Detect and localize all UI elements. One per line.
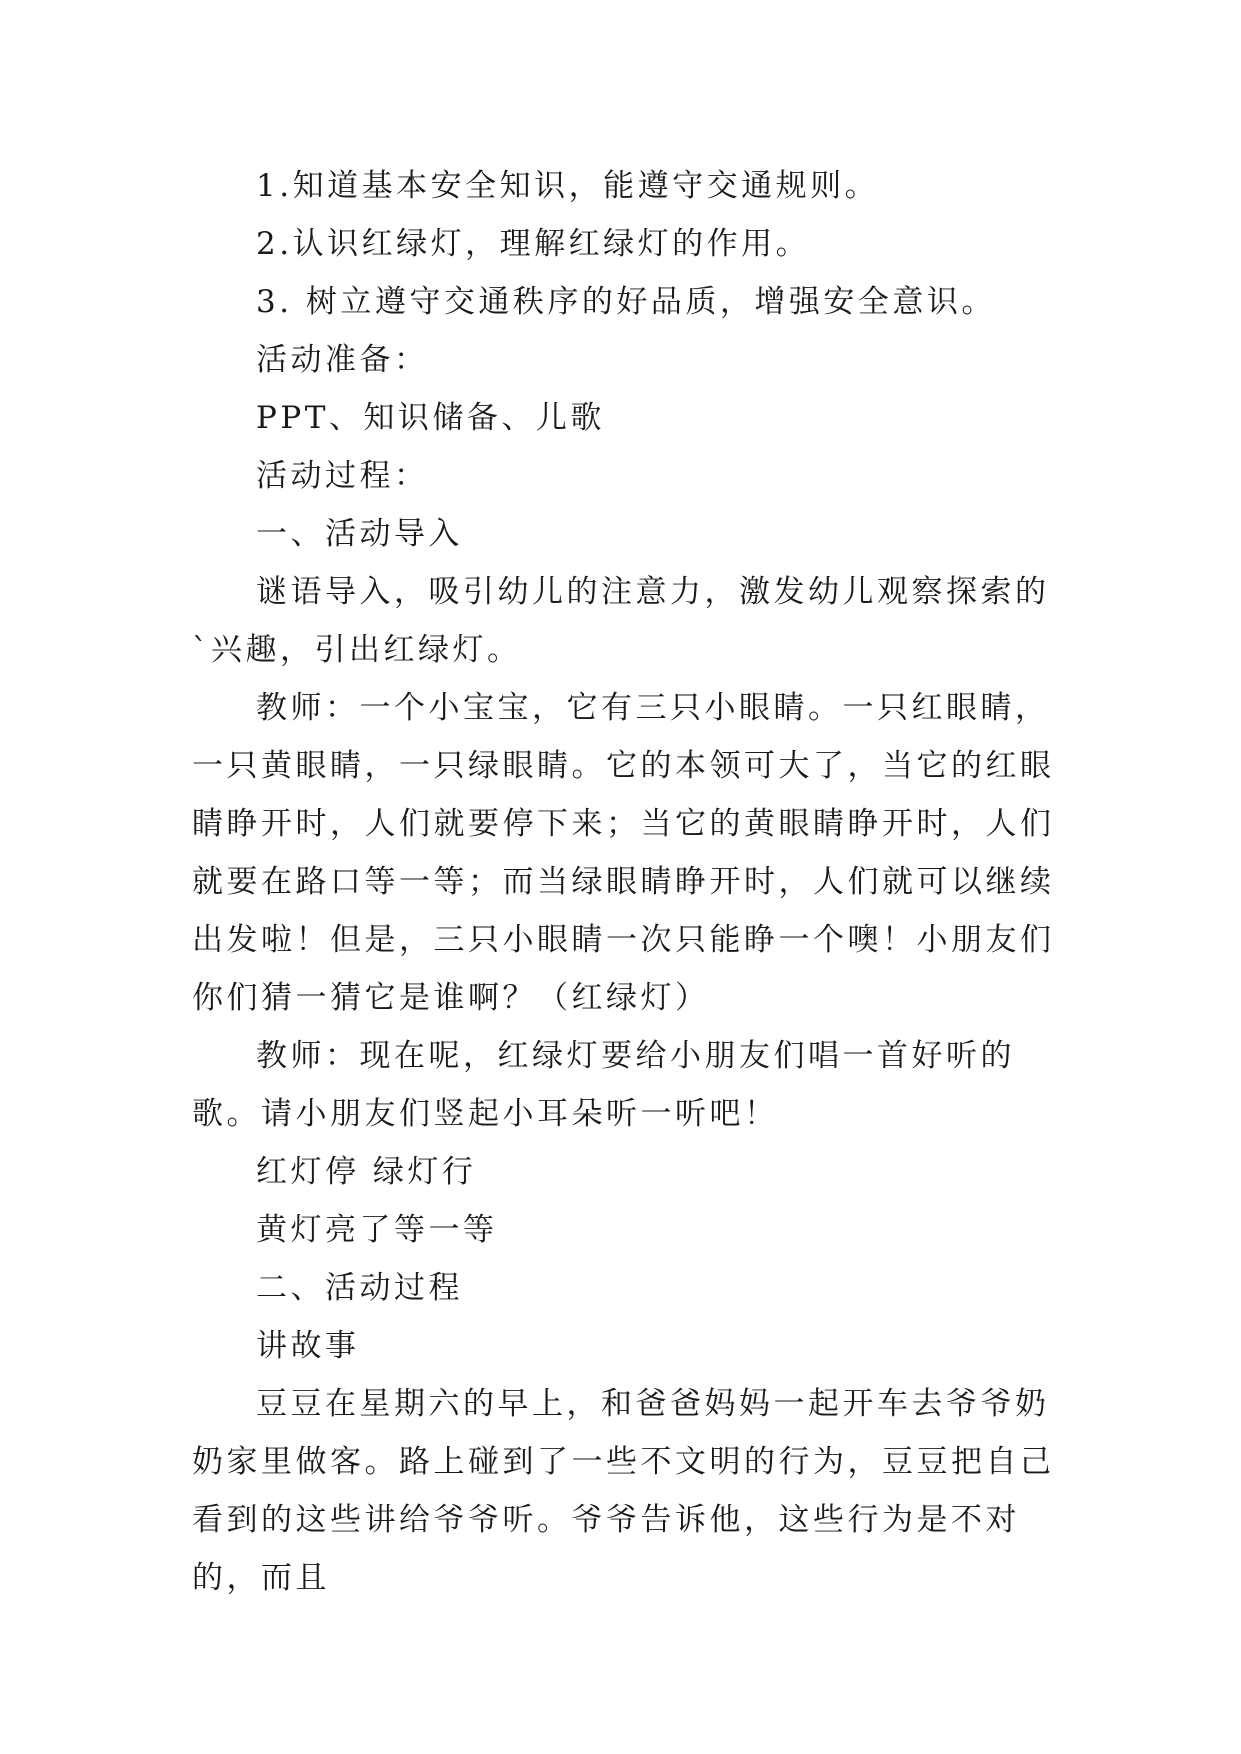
section-process-heading: 二、活动过程: [256, 1270, 463, 1306]
teacher-song-paragraph: 教师：现在呢，红绿灯要给小朋友们唱一首好听的歌。请小朋友们竖起小耳朵听一听吧！: [192, 1038, 1015, 1132]
preparation-heading: 活动准备：: [256, 342, 429, 378]
section-intro-heading: 一、活动导入: [256, 516, 463, 552]
objective-3: 3. 树立遵守交通秩序的好品质，增强安全意识。: [256, 284, 996, 320]
song-line-1: 红灯停 绿灯行: [256, 1154, 477, 1190]
process-heading: 活动过程：: [256, 458, 429, 494]
story-heading: 讲故事: [256, 1328, 360, 1364]
document-body: [192, 157, 1056, 1607]
objective-2: 2.认识红绿灯，理解红绿灯的作用。: [256, 226, 811, 262]
preparation-materials: PPT、知识储备、儿歌: [256, 400, 605, 436]
song-line-2: 黄灯亮了等一等: [256, 1212, 498, 1248]
teacher-riddle-paragraph: 教师：一个小宝宝，它有三只小眼睛。一只红眼睛，一只黄眼睛，一只绿眼睛。它的本领可大了，当它的红眼睛睁开时，人们就要停下来；当它的黄眼睛睁开时，人们就要在路口等一等；而当绿眼睛睁开时，人们就可以继续出发啦！但是，三只小眼睛一次只能睁一个噢！小朋友们你们猜一猜它是谁啊？（红绿灯）: [192, 690, 1055, 1016]
riddle-intro-paragraph: 谜语导入，吸引幼儿的注意力，激发幼儿观察探索的`兴趣，引出红绿灯。: [192, 574, 1050, 668]
story-paragraph: 豆豆在星期六的早上，和爸爸妈妈一起开车去爷爷奶奶家里做客。路上碰到了一些不文明的行为，豆豆把自己看到的这些讲给爷爷听。爷爷告诉他，这些行为是不对的，而且: [192, 1386, 1055, 1596]
objective-1: 1.知道基本安全知识，能遵守交通规则。: [256, 168, 880, 204]
